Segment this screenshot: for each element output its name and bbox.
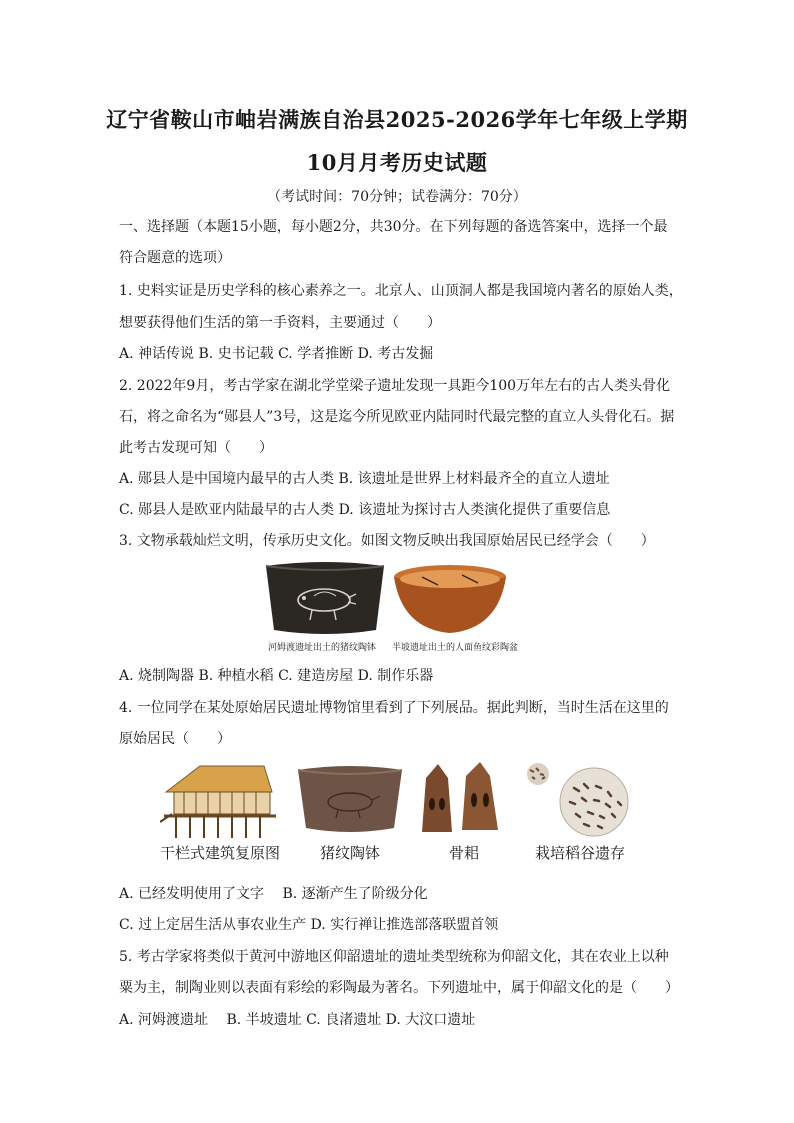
q5-stem: 5. 考古学家将类似于黄河中游地区仰韶遗址的遗址类型统称为仰韶文化，其在农业上以种 [119, 949, 669, 965]
exam-info: （考试时间：70分钟；试卷满分：70分） [267, 189, 527, 205]
caption-stilt-house: 干栏式建筑复原图 [159, 844, 280, 862]
pig-pattern-bowl-image [262, 558, 388, 638]
page-title: 辽宁省鞍山市岫岩满族自治县2025-2026学年七年级上学期 [106, 107, 688, 132]
q5-stem-cont: 粟为主，制陶业则以表面有彩绘的彩陶最为著名。下列遗址中，属于仰韶文化的是（ ） [119, 980, 679, 996]
q2-stem-cont2: 此考古发现可知（ ） [119, 440, 273, 456]
bone-spade-image [418, 760, 504, 836]
q4-options-ab: A. 已经发明使用了文字 B. 逐渐产生了阶级分化 [119, 886, 428, 902]
q1-stem-cont: 想要获得他们生活的第一手资料，主要通过（ ） [119, 315, 441, 331]
stilt-house-image [160, 762, 278, 840]
section-intro: 一、选择题（本题15小题，每小题2分，共30分。在下列每题的备选答案中，选择一个最 [119, 219, 668, 235]
rice-grain-remains-image [524, 762, 634, 838]
caption-rice-remains: 栽培稻谷遗存 [534, 844, 625, 862]
caption-pig-bowl-exhibit: 猪纹陶钵 [319, 844, 380, 862]
q2-options-ab: A. 郧县人是中国境内最早的古人类 B. 该遗址是世界上材料最齐全的直立人遗址 [119, 471, 610, 487]
caption-bone-spade: 骨耜 [448, 844, 479, 862]
q1-stem: 1. 史料实证是历史学科的核心素养之一。北京人、山顶洞人都是我国境内著名的原始人类， [119, 283, 683, 299]
page-title-line2: 10月月考历史试题 [306, 150, 488, 175]
q2-stem-cont: 石，将之命名为“郧县人”3号，这是迄今所见欧亚内陆同时代最完整的直立人头骨化石。据 [119, 409, 675, 425]
q1-options: A. 神话传说 B. 史书记载 C. 学者推断 D. 考古发掘 [119, 346, 434, 362]
q2-stem: 2. 2022年9月，考古学家在湖北学堂梁子遗址发现一具距今100万年左右的古人类头骨化 [119, 378, 671, 394]
q4-stem: 4. 一位同学在某处原始居民遗址博物馆里看到了下列展品。据此判断，当时生活在这里的 [119, 700, 669, 716]
q5-options: A. 河姆渡遗址 B. 半坡遗址 C. 良渚遗址 D. 大汶口遗址 [119, 1012, 476, 1028]
section-intro-cont: 符合题意的选项） [119, 250, 231, 266]
caption-pig-bowl: 河姆渡遗址出土的猪纹陶钵 [268, 643, 377, 653]
q2-options-cd: C. 郧县人是欧亚内陆最早的古人类 D. 该遗址为探讨古人类演化提供了重要信息 [119, 502, 611, 518]
q3-options: A. 烧制陶器 B. 种植水稻 C. 建造房屋 D. 制作乐器 [119, 668, 434, 684]
q4-stem-cont: 原始居民（ ） [119, 731, 231, 747]
q3-stem: 3. 文物承载灿烂文明，传承历史文化。如图文物反映出我国原始居民已经学会（ ） [119, 533, 655, 549]
pig-bowl-exhibit-image [294, 762, 406, 836]
fish-face-basin-image [392, 563, 508, 635]
caption-fish-basin: 半坡遗址出土的人面鱼纹彩陶盆 [392, 643, 519, 653]
q4-options-cd: C. 过上定居生活从事农业生产 D. 实行禅让推选部落联盟首领 [119, 917, 499, 933]
